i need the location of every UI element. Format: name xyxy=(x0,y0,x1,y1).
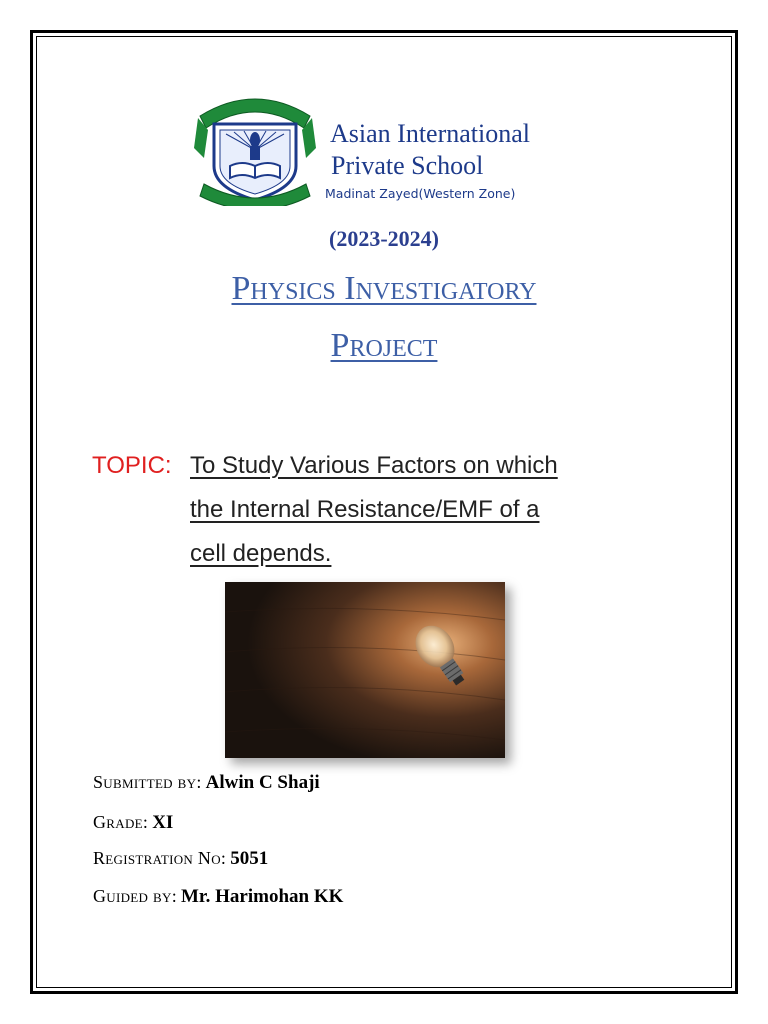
guided-by-label: Guided by: xyxy=(93,886,177,906)
registration-value: 5051 xyxy=(230,848,269,869)
topic-line-1: To Study Various Factors on which xyxy=(190,452,558,479)
submitted-by-value: Alwin C Shaji xyxy=(205,772,320,793)
school-location: Madinat Zayed(Western Zone) xyxy=(325,186,516,201)
topic-line-2: the Internal Resistance/EMF of a xyxy=(190,496,540,523)
school-name-line2: Private School xyxy=(331,151,484,180)
grade-row xyxy=(93,812,173,834)
school-name-line1: Asian International xyxy=(330,119,530,148)
topic-line-3: cell depends. xyxy=(190,540,332,567)
submitted-by-row xyxy=(93,772,320,794)
topic-label: TOPIC: xyxy=(92,452,172,479)
guided-by-row xyxy=(93,886,343,908)
academic-year: (2023-2024) xyxy=(329,226,439,251)
submitted-by-label: Submitted by: xyxy=(93,772,202,792)
registration-label: Registration No: xyxy=(93,848,227,868)
grade-value: XI xyxy=(152,812,174,833)
guided-by-value: Mr. Harimohan KK xyxy=(181,886,344,907)
school-name xyxy=(330,118,530,182)
school-crest-icon xyxy=(190,88,320,206)
page-title-line1: Physics Investigatory xyxy=(231,270,537,307)
page-title-line2: Project xyxy=(330,327,438,364)
registration-row xyxy=(93,848,268,870)
grade-label: Grade: xyxy=(93,812,149,832)
light-bulb-photo xyxy=(225,582,505,758)
